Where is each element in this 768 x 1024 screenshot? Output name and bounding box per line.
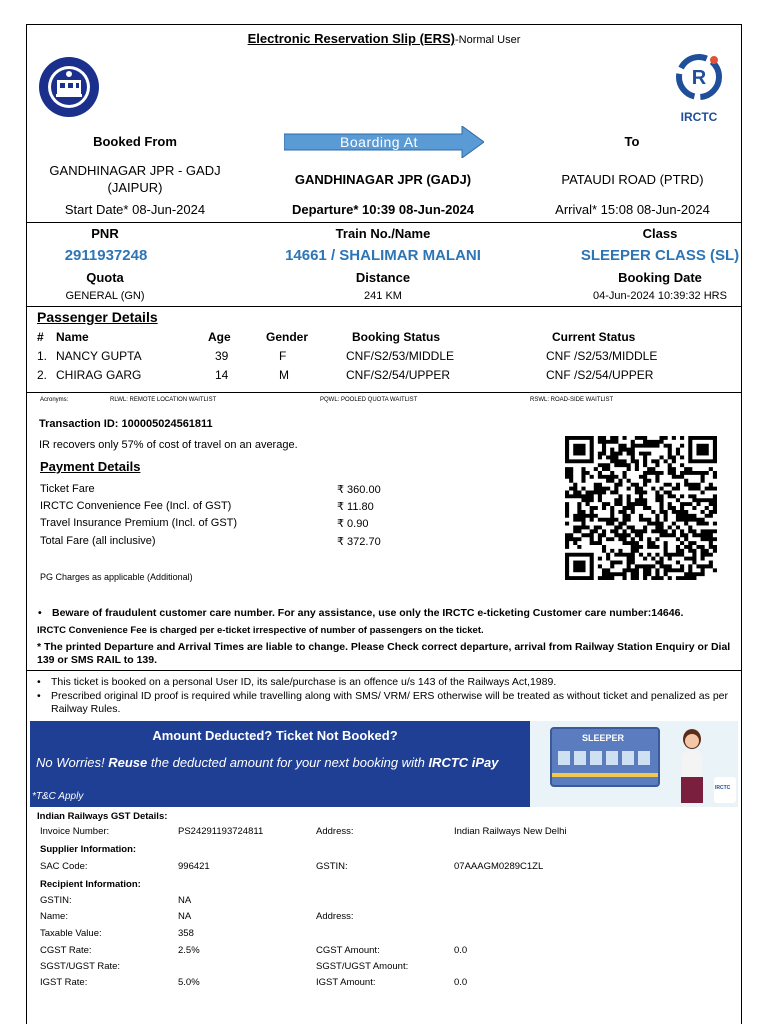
- payment-amount: ₹ 360.00: [337, 484, 381, 496]
- acronym-rswl: RSWL: ROAD-SIDE WAITLIST: [530, 397, 614, 403]
- train-name: 14661 / SHALIMAR MALANI: [285, 247, 481, 264]
- passenger-header-current-status: Current Status: [552, 330, 636, 344]
- irctc-logo: [668, 52, 730, 122]
- recovery-note: IR recovers only 57% of cost of travel on an average.: [39, 439, 298, 451]
- train-stripe: [552, 773, 658, 777]
- banner-reuse: Reuse: [108, 755, 148, 770]
- boarding-at-label: Boarding At: [340, 134, 418, 150]
- banner-middle: the deducted amount for your next booking with: [150, 755, 425, 770]
- arrival-time: Arrival* 15:08 08-Jun-2024: [555, 202, 710, 217]
- sac-label: SAC Code:: [40, 861, 88, 872]
- divider: [26, 670, 742, 671]
- ers-header: [26, 30, 742, 48]
- passenger-header-num: #: [37, 330, 44, 344]
- passenger-current-status: CNF /S2/53/MIDDLE: [546, 349, 658, 363]
- divider: [26, 222, 742, 223]
- passenger-header-gender: Gender: [266, 330, 309, 344]
- passenger-age: 39: [215, 349, 229, 363]
- igst-rate-label: IGST Rate:: [40, 977, 88, 988]
- payment-amount: ₹ 0.90: [337, 518, 369, 530]
- gst-title: Indian Railways GST Details:: [37, 811, 168, 822]
- passenger-booking-status: CNF/S2/53/MIDDLE: [346, 349, 455, 363]
- acronyms-label: Acronyms:: [40, 397, 69, 403]
- indian-railways-logo: [38, 56, 100, 118]
- recipient-name-value: NA: [178, 911, 192, 922]
- cgst-amount-value: 0.0: [454, 945, 468, 956]
- igst-amount-label: IGST Amount:: [316, 977, 376, 988]
- travel-class: SLEEPER CLASS (SL): [580, 247, 740, 264]
- train-image: [550, 727, 660, 787]
- cgst-rate-value: 2.5%: [178, 945, 200, 956]
- payment-details-title: Payment Details: [40, 459, 141, 474]
- banner-headline: Amount Deducted? Ticket Not Booked?: [152, 728, 398, 743]
- divider: [26, 392, 742, 393]
- address-label: Address:: [316, 826, 354, 837]
- pg-charges-note: PG Charges as applicable (Additional): [40, 572, 193, 582]
- passenger-header-booking-status: Booking Status: [352, 330, 441, 344]
- acronym-pqwl: PQWL: POOLED QUOTA WAITLIST: [320, 397, 418, 403]
- id-proof-notice: [51, 690, 731, 716]
- id-proof-notice-text: • Prescribed original ID proof is required while travelling along with SMS/ VRM/ ERS otherwise will be treated as without ticket and penalized as per Railway Rules.: [51, 690, 731, 716]
- passenger-current-status: CNF /S2/54/UPPER: [546, 368, 654, 382]
- gstin-label: GSTIN:: [316, 861, 348, 872]
- sac-value: 996421: [178, 861, 210, 872]
- transaction-id: Transaction ID: 100005024561811: [39, 418, 213, 430]
- pnr-number: 2911937248: [64, 247, 148, 264]
- banner-brand: IRCTC iPay: [428, 755, 499, 770]
- personal-id-notice-text: • This ticket is booked on a personal User ID, its sale/purchase is an offence u/s 143 of the Railways Act,1989.: [51, 676, 731, 688]
- passenger-num: 1.: [37, 349, 48, 363]
- ipay-banner[interactable]: [30, 721, 738, 807]
- fraud-notice: [52, 607, 732, 619]
- passenger-name: CHIRAG GARG: [56, 368, 142, 382]
- banner-prefix: No Worries!: [36, 755, 105, 770]
- recipient-gstin-value: NA: [178, 895, 192, 906]
- invoice-number: PS24291193724811: [178, 826, 264, 837]
- svg-text:R: R: [691, 67, 707, 89]
- booked-from-label: Booked From: [93, 134, 177, 149]
- from-station-city: (JAIPUR): [107, 180, 163, 195]
- irctc-banner-logo: [714, 777, 736, 803]
- banner-terms: *T&C Apply: [32, 791, 84, 802]
- acronym-rlwl: RLWL: REMOTE LOCATION WAITLIST: [110, 397, 217, 403]
- banner-message: [36, 755, 531, 770]
- cgst-amount-label: CGST Amount:: [316, 945, 380, 956]
- invoice-label: Invoice Number:: [40, 826, 110, 837]
- from-station: [30, 163, 240, 195]
- start-date: Start Date* 08-Jun-2024: [64, 202, 206, 217]
- payment-label: Travel Insurance Premium (Incl. of GST): [40, 517, 238, 529]
- passenger-age: 14: [215, 368, 229, 382]
- passenger-details-title: Passenger Details: [37, 309, 158, 325]
- payment-amount: ₹ 372.70: [337, 536, 381, 548]
- recipient-title: Recipient Information:: [40, 879, 141, 890]
- passenger-header-age: Age: [208, 330, 231, 344]
- boarding-station: GANDHINAGAR JPR (GADJ): [294, 172, 472, 187]
- payment-label: Total Fare (all inclusive): [40, 535, 156, 547]
- passenger-gender: M: [279, 368, 289, 382]
- passenger-gender: F: [279, 349, 287, 363]
- quota-label: Quota: [86, 270, 124, 285]
- train-label: Train No./Name: [335, 226, 431, 241]
- convenience-fee-notice: IRCTC Convenience Fee is charged per e-ticket irrespective of number of passengers on the ticket.: [37, 625, 484, 636]
- taxable-value: 358: [178, 928, 194, 939]
- booking-date-value: 04-Jun-2024 10:39:32 HRS: [593, 290, 727, 302]
- woman-illustration: [670, 727, 714, 807]
- irctc-banner-logo-text: IRCTC: [715, 785, 731, 791]
- address-value: Indian Railways New Delhi: [454, 826, 567, 837]
- train-label: SLEEPER: [582, 733, 625, 743]
- personal-id-notice: [51, 676, 731, 688]
- quota-value: GENERAL (GN): [65, 290, 145, 302]
- payment-amount: ₹ 11.80: [337, 501, 374, 513]
- departure-time: Departure* 10:39 08-Jun-2024: [291, 202, 475, 217]
- supplier-title: Supplier Information:: [40, 844, 137, 855]
- divider: [26, 306, 742, 307]
- ers-subtitle: -Normal User: [454, 34, 521, 46]
- from-station-name: GANDHINAGAR JPR - GADJ: [49, 163, 221, 178]
- irctc-logo-text: IRCTC: [680, 110, 718, 124]
- class-label: Class: [642, 226, 678, 241]
- sgst-rate-label: SGST/UGST Rate:: [40, 961, 121, 972]
- sgst-amount-label: SGST/UGST Amount:: [316, 961, 409, 972]
- igst-rate-value: 5.0%: [178, 977, 200, 988]
- payment-label: Ticket Fare: [40, 483, 95, 495]
- payment-label: IRCTC Convenience Fee (Incl. of GST): [40, 500, 232, 512]
- igst-amount-value: 0.0: [454, 977, 468, 988]
- train-windows: [558, 751, 654, 765]
- distance-value: 241 KM: [364, 290, 402, 302]
- distance-label: Distance: [355, 270, 411, 285]
- gstin-value: 07AAAGM0289C1ZL: [454, 861, 544, 872]
- ers-title: Electronic Reservation Slip (ERS): [247, 31, 455, 46]
- passenger-name: NANCY GUPTA: [56, 349, 142, 363]
- recipient-address-label: Address:: [316, 911, 354, 922]
- timing-notice: * The printed Departure and Arrival Times are liable to change. Please Check correct departure, arrival from Railway Station Enquiry or Dial 139 or SMS RAIL to 139.: [37, 641, 731, 666]
- fraud-notice-text: • Beware of fraudulent customer care number. For any assistance, use only the IRCTC e-ticketing Customer care number:14646.: [52, 607, 732, 619]
- pnr-label: PNR: [91, 226, 119, 241]
- to-station: PATAUDI ROAD (PTRD): [561, 172, 704, 187]
- passenger-booking-status: CNF/S2/54/UPPER: [346, 368, 451, 382]
- qr-code: [565, 436, 717, 580]
- recipient-name-label: Name:: [40, 911, 68, 922]
- recipient-gstin-label: GSTIN:: [40, 895, 72, 906]
- to-label: To: [624, 134, 640, 149]
- taxable-value-label: Taxable Value:: [40, 928, 102, 939]
- passenger-header-name: Name: [56, 330, 89, 344]
- booking-date-label: Booking Date: [618, 270, 702, 285]
- passenger-num: 2.: [37, 368, 48, 382]
- cgst-rate-label: CGST Rate:: [40, 945, 92, 956]
- boarding-at-arrow: [284, 126, 484, 158]
